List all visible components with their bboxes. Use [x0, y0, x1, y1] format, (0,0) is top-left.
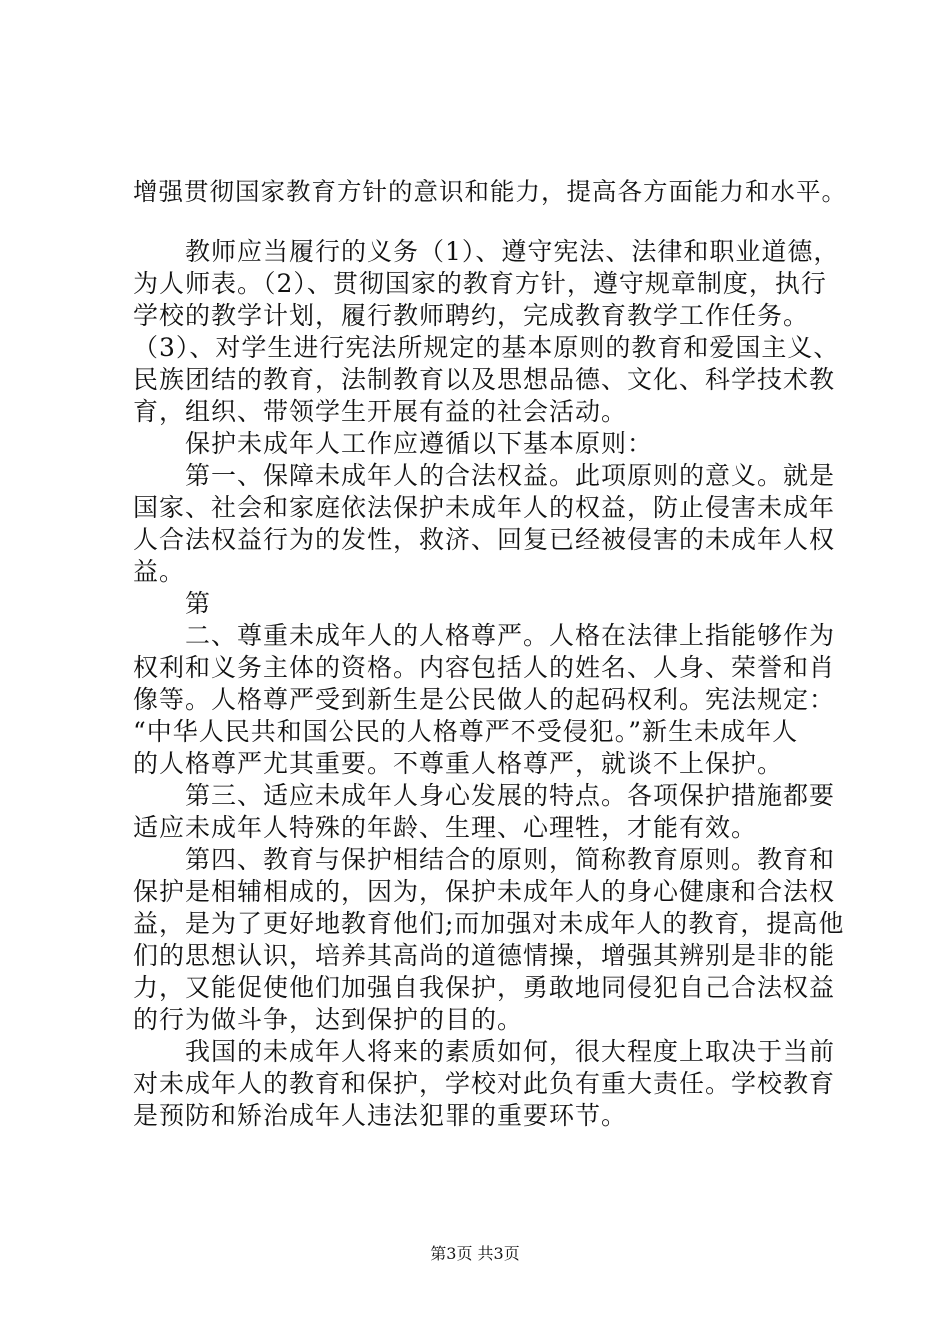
text-line: 像等。人格尊严受到新生是公民做人的起码权利。宪法规定： [133, 685, 836, 714]
text-line: 民族团结的教育，法制教育以及思想品德、文化、科学技术教 [133, 365, 836, 394]
text-line: 育，组织、带领学生开展有益的社会活动。 [133, 397, 628, 426]
text-line: 我国的未成年人将来的素质如何，很大程度上取决于当前 [133, 1037, 836, 1066]
text-line: 力，又能促使他们加强自我保护，勇敢地同侵犯自己合法权益 [133, 973, 836, 1002]
text-line: 为人师表。（2）、贯彻国家的教育方针，遵守规章制度，执行 [133, 269, 827, 298]
text-line: 对未成年人的教育和保护，学校对此负有重大责任。学校教育 [133, 1069, 836, 1098]
text-line: 益，是为了更好地教育他们;而加强对未成年人的教育，提高他 [133, 909, 845, 938]
text-line: 第一、保障未成年人的合法权益。此项原则的意义。就是 [133, 461, 836, 490]
page-footer: 第3页 共3页 [430, 1244, 520, 1263]
text-line: 第 [133, 589, 212, 618]
text-line: “中华人民共和国公民的人格尊严不受侵犯。”新生未成年人 [133, 717, 799, 746]
text-line: 保护未成年人工作应遵循以下基本原则： [133, 429, 654, 458]
text-line: 的行为做斗争，达到保护的目的。 [133, 1005, 524, 1034]
text-line: 们的思想认识，培养其高尚的道德情操，增强其辨别是非的能 [133, 941, 836, 970]
text-line: （3）、对学生进行宪法所规定的基本原则的教育和爱国主义、 [133, 333, 840, 362]
text-line: 是预防和矫治成年人违法犯罪的重要环节。 [133, 1101, 628, 1130]
text-line: 学校的教学计划，履行教师聘约，完成教育教学工作任务。 [133, 301, 810, 330]
text-line: 第四、教育与保护相结合的原则，简称教育原则。教育和 [133, 845, 836, 874]
text-line: 国家、社会和家庭依法保护未成年人的权益，防止侵害未成年 [133, 493, 836, 522]
text-line: 人合法权益行为的发性，救济、回复已经被侵害的未成年人权 [133, 525, 836, 554]
text-line: 益。 [133, 557, 186, 586]
text-line: 第三、适应未成年人身心发展的特点。各项保护措施都要 [133, 781, 836, 810]
text-line: 适应未成年人特殊的年龄、生理、心理牲，才能有效。 [133, 813, 758, 842]
text-line: 权利和义务主体的资格。内容包括人的姓名、人身、荣誉和肖 [133, 653, 836, 682]
text-line: 教师应当履行的义务（1）、遵守宪法、法律和职业道德， [133, 237, 840, 266]
text-line: 增强贯彻国家教育方针的意识和能力，提高各方面能力和水平。 [133, 177, 847, 206]
text-line: 二、尊重未成年人的人格尊严。人格在法律上指能够作为 [133, 621, 836, 650]
text-line: 的人格尊严尤其重要。不尊重人格尊严，就谈不上保护。 [133, 749, 784, 778]
text-line: 保护是相辅相成的，因为，保护未成年人的身心健康和合法权 [133, 877, 836, 906]
